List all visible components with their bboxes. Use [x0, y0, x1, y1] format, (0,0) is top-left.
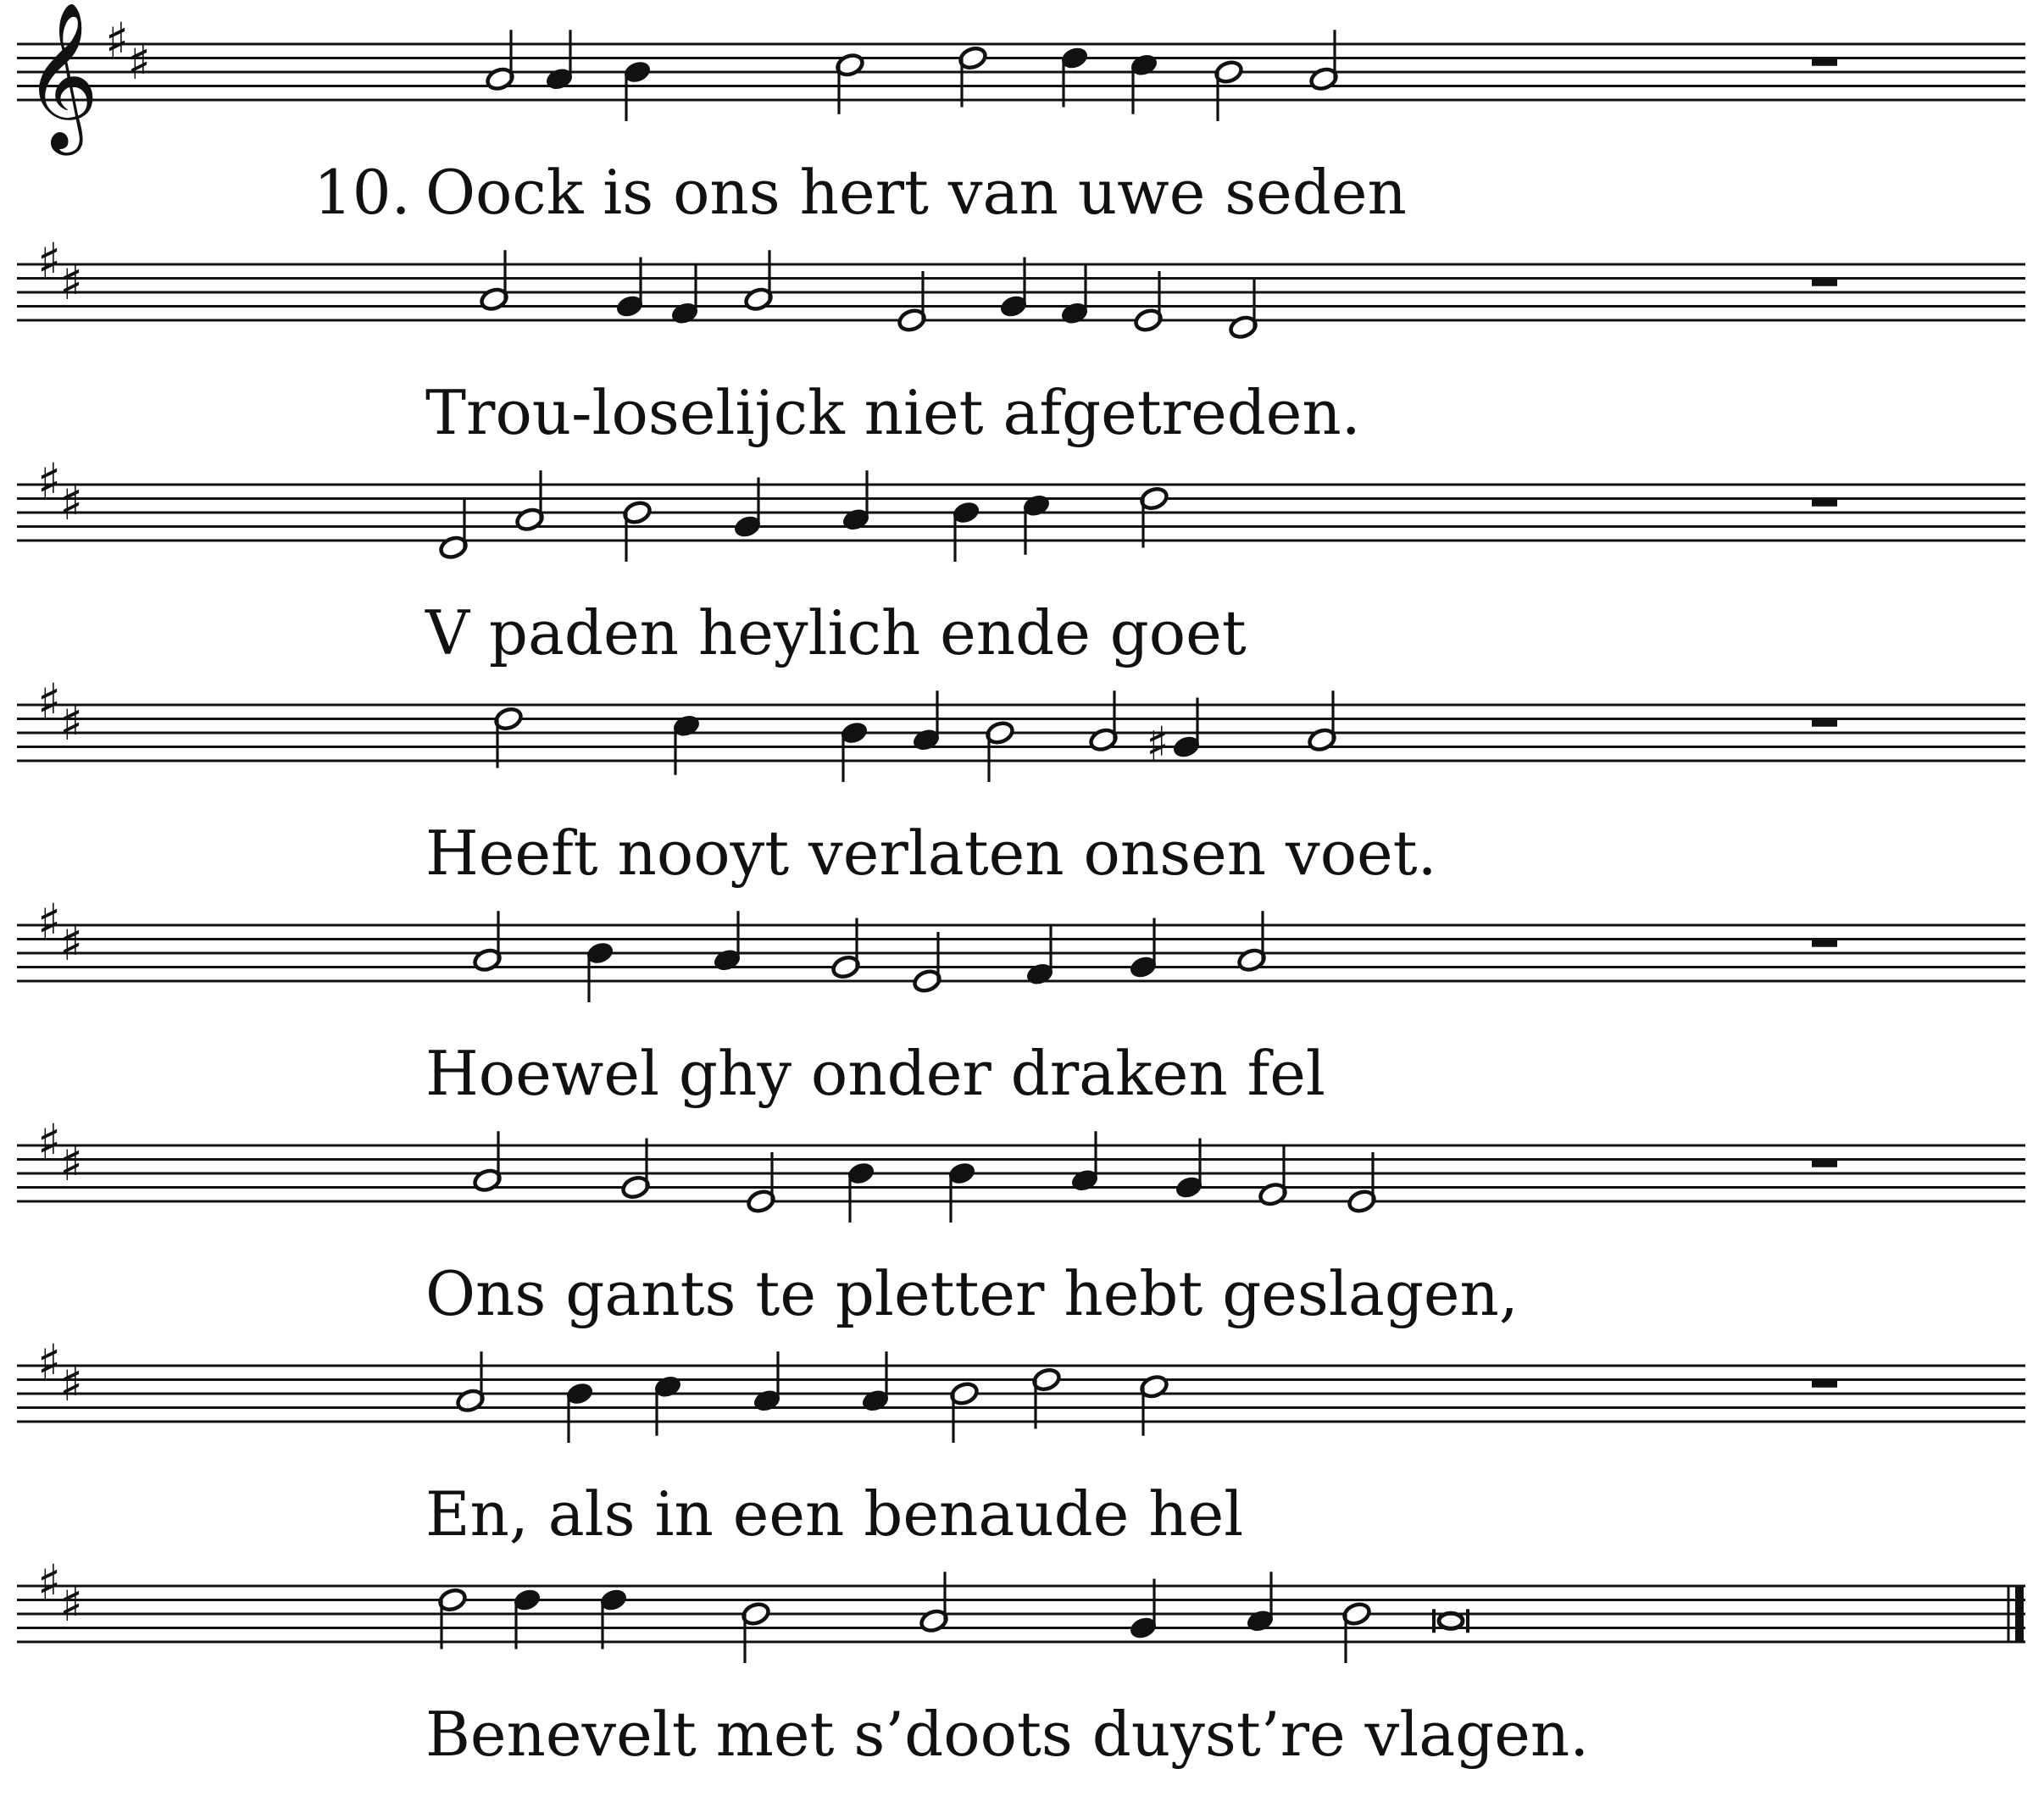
- note: [1128, 918, 1158, 980]
- note: [622, 59, 653, 121]
- note: [512, 1587, 542, 1649]
- note: [830, 918, 861, 980]
- note: [1174, 1139, 1204, 1200]
- sharp-icon: ♯: [126, 32, 152, 91]
- sharp-icon: ♯: [58, 252, 84, 311]
- lyric-line: Benevelt met s’doots duyst’re vlagen.: [425, 1699, 1590, 1770]
- sharp-icon: ♯: [36, 452, 62, 510]
- sharp-icon: ♯: [36, 1333, 62, 1391]
- note: [1341, 1601, 1372, 1663]
- half-rest-icon: [1812, 1160, 1837, 1167]
- note: [897, 271, 927, 333]
- staff-system: [17, 452, 2025, 562]
- note: [472, 1131, 503, 1193]
- note: [912, 932, 942, 994]
- note: [1059, 264, 1090, 326]
- note: [839, 720, 869, 782]
- note: [564, 1381, 595, 1443]
- note: [1069, 1131, 1100, 1193]
- note: [1128, 1579, 1158, 1641]
- treble-clef-icon: 𝄞: [24, 2, 99, 149]
- staff-system: [17, 1333, 2025, 1443]
- sharp-icon: ♯: [1146, 717, 1169, 773]
- note: [741, 1601, 771, 1663]
- note: [919, 1572, 949, 1633]
- note: [622, 500, 653, 562]
- sharp-icon: ♯: [58, 473, 84, 531]
- half-rest-icon: [1812, 940, 1837, 947]
- sharp-icon: ♯: [36, 673, 62, 730]
- note: [998, 258, 1029, 319]
- final-barline-thick: [2015, 1586, 2024, 1642]
- sharp-icon: ♯: [36, 1554, 62, 1611]
- note: [1347, 1152, 1377, 1214]
- lyric-line: Ons gants te pletter hebt geslagen,: [425, 1258, 1519, 1329]
- note: [485, 30, 515, 91]
- note: [1021, 492, 1052, 554]
- sharp-icon: ♯: [58, 1354, 84, 1412]
- note: [835, 52, 865, 114]
- half-rest-icon: [1812, 279, 1837, 286]
- note: [1129, 52, 1159, 114]
- note: [472, 911, 503, 973]
- note: [1308, 30, 1339, 91]
- note: [985, 720, 1015, 782]
- lyric-line: Trou-loselijck niet afgetreden.: [425, 377, 1361, 448]
- note: [1088, 690, 1119, 752]
- lyric-line: Heeft nooyt verlaten onsen voet.: [425, 818, 1437, 889]
- sharp-icon: ♯: [58, 1574, 84, 1633]
- lyric-line: Oock is ons hert van uwe seden: [425, 157, 1407, 228]
- note: [1307, 690, 1337, 752]
- note: [614, 258, 645, 319]
- note: [598, 1587, 629, 1649]
- note: [846, 1161, 876, 1223]
- note: [1236, 911, 1267, 973]
- half-rest-icon: [1812, 1380, 1837, 1388]
- half-rest-icon: [1812, 719, 1837, 727]
- sharp-icon: ♯: [36, 1113, 62, 1171]
- note: [732, 478, 763, 540]
- note: [958, 45, 988, 107]
- half-rest-icon: [1812, 499, 1837, 507]
- note: [860, 1351, 891, 1413]
- note: [1214, 59, 1244, 121]
- note: [671, 712, 702, 774]
- note: [1434, 1609, 1468, 1633]
- note: [949, 1381, 980, 1443]
- staff-system: [17, 232, 2025, 341]
- note: [493, 706, 524, 768]
- note: [669, 264, 700, 326]
- note: [1031, 1367, 1062, 1428]
- note: [1139, 1373, 1169, 1435]
- note: [1133, 271, 1164, 333]
- staff-system: [17, 893, 2025, 1002]
- note: [544, 30, 575, 91]
- sharp-icon: ♯: [36, 232, 62, 290]
- breve-notehead: [1439, 1613, 1463, 1628]
- lyric-line: V paden heylich ende goet: [425, 597, 1247, 668]
- note: [479, 250, 509, 312]
- note: [712, 911, 742, 973]
- staff-system: [17, 1113, 2025, 1223]
- note: [746, 1152, 776, 1214]
- note: [743, 250, 774, 312]
- sharp-icon: ♯: [104, 12, 130, 69]
- note: [911, 690, 941, 752]
- note: [841, 470, 871, 532]
- note: [455, 1351, 486, 1413]
- note: [653, 1373, 683, 1435]
- staff-system: [17, 2, 2025, 156]
- note: [1059, 45, 1090, 107]
- note: [947, 1161, 977, 1223]
- note: [437, 1587, 468, 1649]
- note: [514, 470, 545, 532]
- sharp-icon: ♯: [58, 693, 84, 751]
- note: [951, 500, 981, 562]
- note: [1258, 1145, 1288, 1207]
- note: [1245, 1572, 1275, 1633]
- note: [1139, 485, 1169, 547]
- note: [585, 940, 615, 1002]
- verse-number: 10.: [314, 157, 411, 228]
- sharp-icon: ♯: [58, 1134, 84, 1192]
- note: [752, 1351, 782, 1413]
- note: [620, 1139, 651, 1200]
- lyric-line: En, als in een benaude hel: [425, 1478, 1244, 1550]
- lyric-line: Hoewel ghy onder draken fel: [425, 1038, 1325, 1109]
- half-rest-icon: [1812, 58, 1837, 66]
- staff-system: [17, 1554, 2025, 1663]
- staff-system: [17, 673, 2025, 782]
- note: [438, 498, 469, 560]
- sharp-icon: ♯: [58, 913, 84, 972]
- note: [1228, 278, 1258, 340]
- sharp-icon: ♯: [36, 893, 62, 951]
- note: [1025, 925, 1055, 987]
